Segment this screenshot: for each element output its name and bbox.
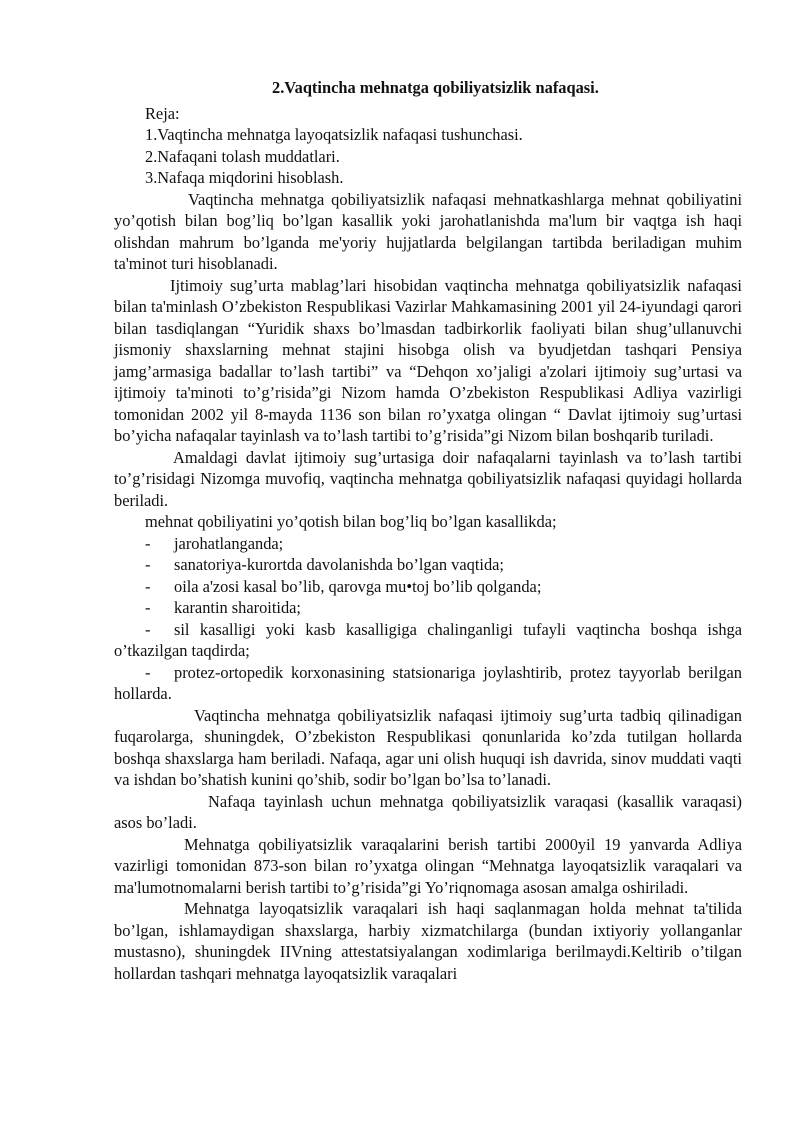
dash-marker: - (145, 576, 151, 596)
document-title: 2.Vaqtincha mehnatga qobiliyatsizlik nafaqasi. (272, 78, 599, 97)
document-body (114, 77, 742, 984)
list-intro: mehnat qobiliyatini yo’qotish bilan bog’liq bo’lgan kasallikda; (145, 512, 557, 531)
plan-item-1: 1.Vaqtincha mehnatga layoqatsizlik nafaqasi tushunchasi. (145, 125, 523, 144)
paragraph-conditions: Amaldagi davlat ijtimoiy sug’urtasiga doir nafaqalarni tayinlash va to’lash tartibi to’g’risidagi Nizomga muvofiq, vaqtincha mehnatga qobiliyatsizlik nafaqasi quyidagi hollarda beriladi. (114, 447, 742, 510)
list-item (114, 533, 742, 555)
list-item (114, 554, 742, 576)
list-item-text: jarohatlanganda; (174, 533, 284, 553)
plan-item-2: 2.Nafaqani tolash muddatlari. (145, 146, 340, 166)
paragraph-definition: Vaqtincha mehnatga qobiliyatsizlik nafaqasi mehnatkashlarga mehnat qobiliyatini yo’qotish bilan bog’liq bo’lgan kasallik yoki jarohatlanishda ma'lum bir vaqtga ish haqi olishdan mahrum bo’lganda me'yoriy hujjatlarda belgilangan tartibda beriladigan muhim ta'minot turi hisoblanadi. (114, 189, 742, 273)
list-item (114, 619, 742, 662)
paragraph-issuance-order: Mehnatga qobiliyatsizlik varaqalarini berish tartibi 2000yil 19 yanvarda Adliya vazirligi tomonidan 873-son bilan ro’yxatga olingan “Mehnatga layoqatsizlik varaqalari va ma'lumotnomalarni berish tartibi to’g’risida”gi Yo’riqnomaga asosan amalga oshiriladi. (114, 834, 742, 897)
list-item-text: oila a'zosi kasal bo’lib, qarovga mu•toj bo’lib qolganda; (174, 576, 542, 596)
paragraph-recipients: Vaqtincha mehnatga qobiliyatsizlik nafaqasi ijtimoiy sug’urta tadbiq qilinadigan fuqarolarga, shuningdek, O’zbekiston Respublikasi qonunlarida ko’zda tutilgan hollarda boshqa shaxslarga ham beriladi. Nafaqa, agar uni olish huquqi ish davrida, sinov muddati vaqti va ishdan bo’shatish kunini qo’shib, sodir bo’lgan bo’lsa to’lanadi. (114, 705, 742, 789)
dash-marker: - (145, 533, 151, 553)
dash-marker: - (145, 662, 151, 682)
plan-heading: Reja: (145, 103, 180, 123)
list-item (114, 597, 742, 619)
list-item-text: protez-ortopedik korxonasining statsionariga joylashtirib, protez tayyorlab berilgan hollarda. (114, 662, 742, 703)
plan-item-3: 3.Nafaqa miqdorini hisoblash. (145, 168, 344, 187)
paragraph-legal-basis: Ijtimoiy sug’urta mablag’lari hisobidan vaqtincha mehnatga qobiliyatsizlik nafaqasi bilan ta'minlash O’zbekiston Respublikasi Vazirlar Mahkamasining 2001 yil 24-iyundagi qarori bilan tasdiqlangan “Yuridik shaxs bo’lmasdan tadbirkorlik faoliyati bilan shug’ullanuvchi jismoniy shaxslarning mehnat stajini hisobga olish va byudjetdan tashqari Pensiya jamg’armasiga badallar to’lash tartibi” va “Dehqon xo’jaligi a'zolari ijtimoiy sug’urtasi va ijtimoiy ta'minoti to’g’risida”gi Nizom hamda O’zbekiston Respublikasi Adliya vazirligi tomonidan 2002 yil 8-mayda 1136 son bilan ro’yxatga olingan “ Davlat ijtimoiy sug’urtasi bo’yicha nafaqalar tayinlash va to’lash tartibi to’g’risida”gi Nizom bilan boshqarib turiladi. (114, 275, 742, 445)
dash-marker: - (145, 555, 151, 574)
list-item-text: karantin sharoitida; (174, 598, 301, 617)
list-item-text: sanatoriya-kurortda davolanishda bo’lgan vaqtida; (174, 555, 504, 574)
list-item-text: sil kasalligi yoki kasb kasalligiga chalinganligi tufayli vaqtincha boshqa ishga o’tkazilgan taqdirda; (114, 619, 742, 660)
list-item (114, 662, 742, 705)
paragraph-exclusions: Mehnatga layoqatsizlik varaqalari ish haqi saqlanmagan holda mehnat ta'tilida bo’lgan, ishlamaydigan shaxslarga, harbiy xizmatchilarga (bundan ixtiyoriy yollanganlar mustasno), shuningdek IIVning attestatsiyalangan xodimlariga berilmaydi.Keltirib o’tilgan hollardan tashqari mehnatga layoqatsizlik varaqalari (114, 899, 742, 983)
dash-marker: - (145, 598, 151, 617)
list-item (114, 576, 742, 598)
dash-marker: - (145, 619, 151, 639)
paragraph-sick-leave-basis: Nafaqa tayinlash uchun mehnatga qobiliyatsizlik varaqasi (kasallik varaqasi) asos bo’ladi. (114, 791, 742, 832)
